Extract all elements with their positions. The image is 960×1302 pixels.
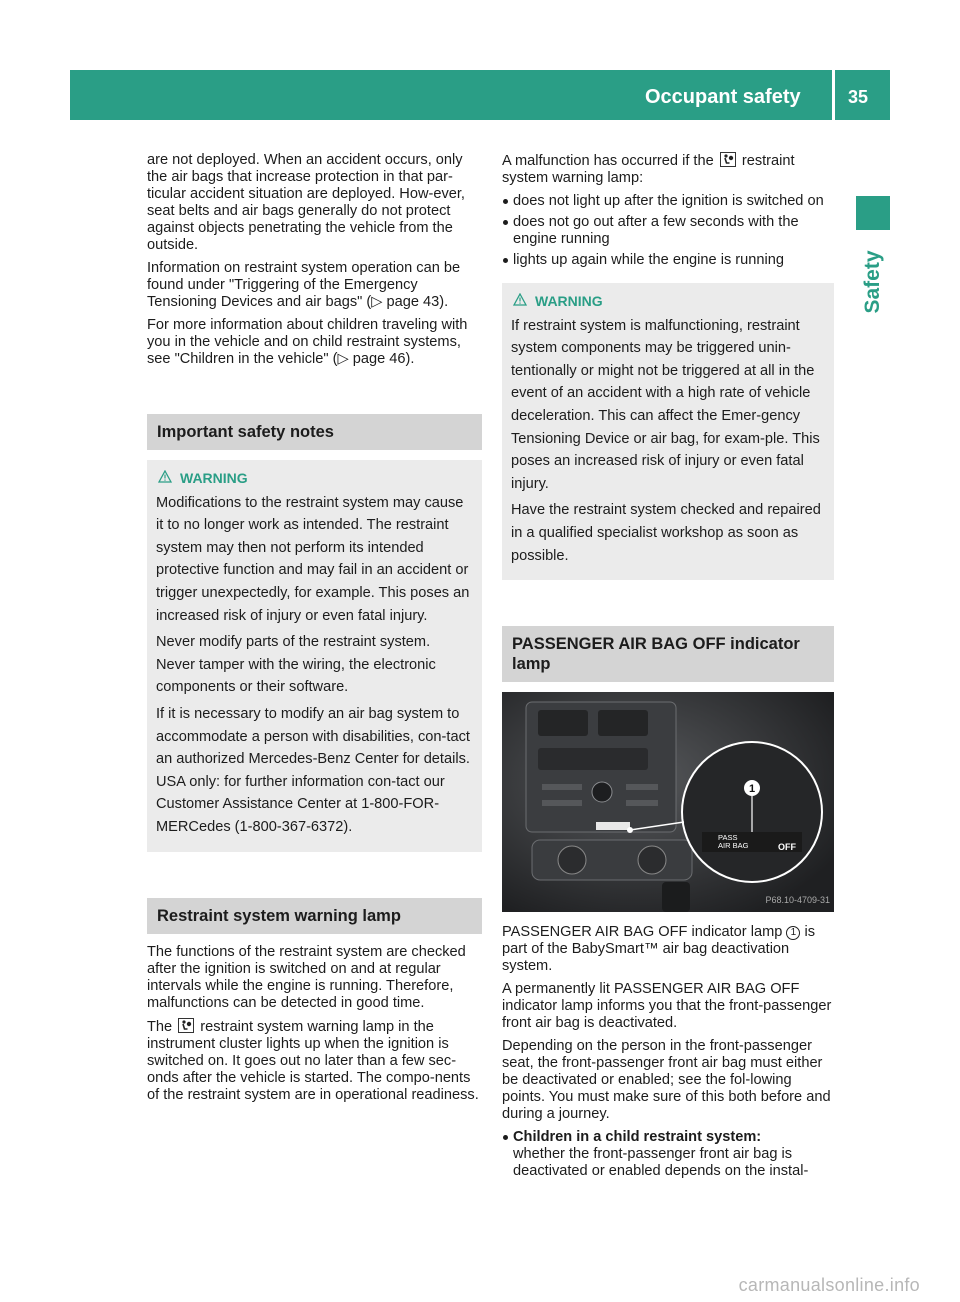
- warning-triangle-icon: [158, 467, 172, 490]
- section-title: Occupant safety: [645, 86, 801, 108]
- warning-paragraph: If it is necessary to modify an air bag system to accommodate a person with disabilities, con-tact an authorized Mercedes-Benz Center for details. USA only: for further information con-tact our Customer Assistance Center at 1-800-FOR-MERCedes (1-800-367-6372).: [156, 705, 470, 835]
- warning-paragraph: Have the restraint system checked and repaired in a qualified specialist workshop as soon as possible.: [511, 502, 821, 564]
- callout-one-icon: 1: [786, 926, 800, 940]
- intro-paragraph: For more information about children traveling with you in the vehicle and on child restraint systems, see "Children in the vehicle" (▷ page 46).: [147, 317, 468, 367]
- passenger-text-post: is part of the BabySmart™ air bag deactivation system.: [502, 924, 816, 975]
- left-column: [147, 152, 482, 1110]
- malfunction-paragraph: [502, 152, 834, 187]
- restraint-paragraph: [147, 1018, 482, 1104]
- restraint-lamp-symbol-icon: [720, 152, 736, 167]
- warning-triangle-icon: [513, 290, 527, 313]
- warning-title: [156, 467, 473, 490]
- passenger-air-bag-heading: PASSENGER AIR BAG OFF indicator lamp: [502, 626, 834, 682]
- chapter-label: Safety: [861, 250, 884, 314]
- intro-paragraph: Information on restraint system operation can be found under "Triggering of the Emergency Tensioning Devices and air bags" (▷ page 43).: [147, 260, 461, 310]
- warning-title-text: WARNING: [180, 470, 248, 486]
- restraint-text-pre: The: [147, 1018, 173, 1035]
- airbag-label-line2: AIR BAG: [718, 841, 749, 851]
- passenger-paragraph: A permanently lit PASSENGER AIR BAG OFF indicator lamp informs you that the front-passenger front air bag is deactivated.: [502, 981, 832, 1032]
- header-divider: [832, 70, 835, 120]
- warning-paragraph: Modifications to the restraint system may cause it to no longer work as intended. The restraint system may then not perform its intended protective function and may fail in an accident or trigger unexpectedly, for example. This poses an increased risk of injury or even fatal injury.: [156, 494, 470, 624]
- restraint-warning-lamp-heading: Restraint system warning lamp: [147, 898, 482, 934]
- child-bullet-text: whether the front-passenger front air bag is deactivated or enabled depends on the instal-: [513, 1146, 809, 1180]
- passenger-text-pre: PASSENGER AIR BAG OFF indicator lamp: [502, 924, 783, 941]
- restraint-lamp-symbol-icon: [178, 1018, 194, 1033]
- important-safety-notes-heading: Important safety notes: [147, 414, 482, 450]
- child-bullet-title: Children in a child restraint system:: [513, 1129, 762, 1146]
- list-item: [502, 1129, 834, 1180]
- warning-paragraph: If restraint system is malfunctioning, restraint system components may be triggered unin-tentionally or might not be triggered at all in the event of an accident with a high rate of vehicle deceleration. This can affect the Emer-gency Tensioning Device or air bag, for exam-ple. This poses an increased risk of injury or even fatal injury.: [511, 317, 820, 492]
- list-item: lights up again while the engine is running: [502, 252, 834, 269]
- warning-paragraph: Never modify parts of the restraint system. Never tamper with the wiring, the electronic components or their software.: [156, 634, 436, 696]
- warning-box: [502, 283, 834, 580]
- restraint-paragraph: The functions of the restraint system are checked after the ignition is switched on and at regular intervals while the engine is running. Therefore, malfunctions can be detected in good time.: [147, 943, 466, 1011]
- restraint-text-post: restraint system warning lamp in the instrument cluster lights up when the ignition is switched on. It goes out no later than a few sec-onds after the vehicle is started. The compo-nents of the restraint system are in operational readiness.: [147, 1018, 479, 1103]
- figure-code: P68.10-4709-31: [765, 895, 830, 906]
- malfunction-text-pre: A malfunction has occurred if the: [502, 153, 714, 169]
- watermark: carmanualsonline.info: [738, 1275, 920, 1295]
- chapter-tab-marker: [856, 196, 890, 230]
- malfunction-text-post: restraint system warning lamp:: [502, 153, 795, 186]
- warning-box: [147, 460, 482, 852]
- passenger-paragraph: [502, 924, 834, 975]
- warning-title: [511, 290, 825, 313]
- airbag-off-label: [718, 834, 748, 850]
- list-item: does not light up after the ignition is switched on: [502, 193, 834, 210]
- page-number: 35: [848, 87, 869, 107]
- right-column: [502, 152, 834, 1186]
- passenger-paragraph: Depending on the person in the front-passenger seat, the front-passenger front air bag must either be deactivated or enabled; see the fol-lowing points. You must make sure of this both before and during a journey.: [502, 1038, 831, 1123]
- child-restraint-list: [502, 1129, 834, 1180]
- airbag-label-line1: PASS: [718, 833, 738, 843]
- intro-paragraph: are not deployed. When an accident occurs, only the air bags that increase protection in that par-ticular accident situation are deployed. How-ever, seat belts and air bags generally do not protect against objects penetrating the vehicle from the outside.: [147, 152, 465, 253]
- dashboard-photo: [502, 692, 834, 912]
- figure-callout-number: 1: [748, 783, 756, 796]
- warning-title-text: WARNING: [535, 293, 603, 309]
- airbag-off-word: OFF: [778, 842, 796, 853]
- malfunction-list: [502, 193, 834, 269]
- list-item: does not go out after a few seconds with the engine running: [502, 214, 834, 248]
